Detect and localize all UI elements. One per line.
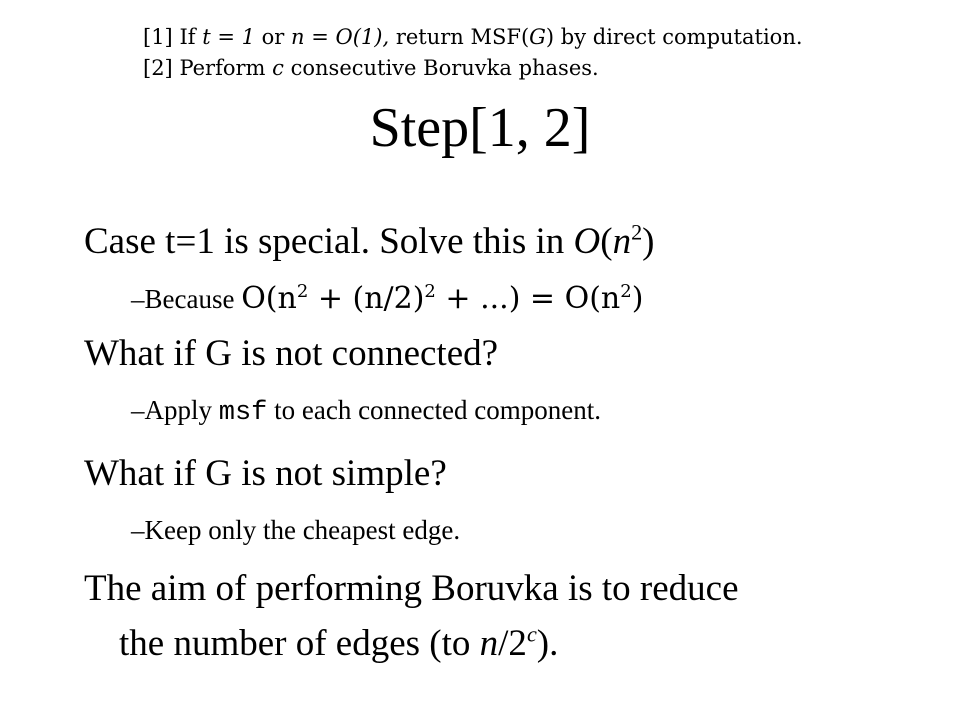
dash-marker: – bbox=[131, 284, 145, 314]
bullet-case-t1 bbox=[84, 220, 654, 264]
step-text: or bbox=[261, 25, 285, 49]
math-variable: O bbox=[573, 221, 601, 262]
dash-marker: – bbox=[131, 515, 145, 545]
sub-bullet-text: Apply bbox=[144, 395, 219, 425]
sub-bullet-cheapest-edge bbox=[131, 513, 460, 547]
code-msf: msf bbox=[218, 398, 268, 428]
bullet-text: the number of edges (to bbox=[119, 623, 480, 664]
step-text: Perform bbox=[179, 56, 266, 80]
step-text: If bbox=[179, 25, 196, 49]
algorithm-step-2 bbox=[143, 53, 803, 84]
bullet-text: ). bbox=[536, 623, 559, 664]
bullet-aim-boruvka-continued bbox=[119, 622, 558, 666]
sub-bullet-because bbox=[131, 282, 643, 316]
math-symbol: ( bbox=[600, 221, 613, 262]
bullet-not-simple: What if G is not simple? bbox=[84, 453, 447, 494]
math-superscript: 2 bbox=[631, 219, 643, 245]
step-number: [1] bbox=[143, 25, 173, 49]
math-variable: G bbox=[529, 25, 546, 49]
sub-bullet-apply-msf bbox=[131, 393, 601, 430]
math-symbol: ) bbox=[642, 221, 655, 262]
math-variable: n bbox=[479, 623, 499, 664]
bullet-aim-boruvka: The aim of performing Boruvka is to reduce bbox=[84, 568, 739, 609]
step-text: consecutive Boruvka phases. bbox=[290, 56, 599, 80]
algorithm-step-1 bbox=[143, 22, 803, 53]
step-number: [2] bbox=[143, 56, 173, 80]
bullet-text: Case t=1 is special. Solve this in bbox=[84, 221, 574, 262]
bullet-not-connected: What if G is not connected? bbox=[84, 333, 499, 374]
algorithm-box bbox=[143, 22, 803, 84]
dash-marker: – bbox=[131, 395, 145, 425]
math-formula: $O(n^2 + (n/2)^2$ + ...) = $O(n^2)$ bbox=[241, 281, 644, 316]
math-expression: t = 1 bbox=[202, 25, 255, 49]
sub-bullet-text: Keep only the cheapest edge. bbox=[144, 515, 461, 545]
step-text: ) by direct computation. bbox=[545, 25, 803, 49]
sub-bullet-text: Because bbox=[144, 284, 235, 314]
math-symbol: /2 bbox=[498, 623, 527, 664]
slide-title: Step[1, 2] bbox=[369, 97, 591, 159]
step-text: return MSF( bbox=[395, 25, 530, 49]
math-variable: n bbox=[612, 221, 632, 262]
math-expression: n = O(1), bbox=[291, 25, 390, 49]
math-variable: c bbox=[272, 56, 284, 80]
math-superscript: c bbox=[526, 621, 537, 647]
sub-bullet-text: to each connected component. bbox=[267, 395, 601, 425]
